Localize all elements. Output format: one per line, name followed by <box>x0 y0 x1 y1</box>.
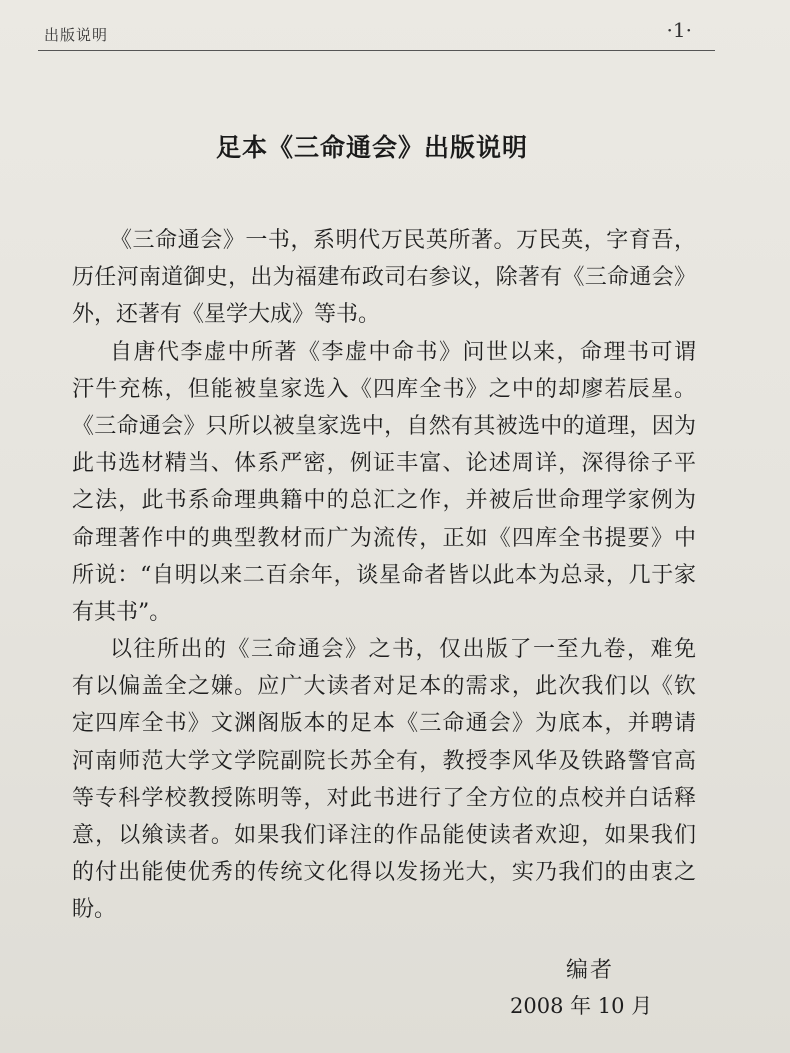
paragraph-2-line-3: 《三命通会》只所以被皇家选中，自然有其被选中的道理，因为 <box>72 413 696 439</box>
paragraph-3-line-8: 盼。 <box>72 897 117 923</box>
paragraph-3-line-7: 的付出能使优秀的传统文化得以发扬光大，实乃我们的由衷之 <box>72 860 696 886</box>
paragraph-1-line-2: 历任河南道御史，出为福建布政司右参议，除著有《三命通会》 <box>72 265 696 291</box>
page-title: 足本《三命通会》出版说明 <box>215 133 528 162</box>
paragraph-2-line-6: 命理著作中的典型教材而广为流传，正如《四库全书提要》中 <box>72 525 696 551</box>
paragraph-3-line-2: 有以偏盖全之嫌。应广大读者对足本的需求，此次我们以《钦 <box>72 674 696 700</box>
paragraph-2-line-1: 自唐代李虚中所著《李虚中命书》问世以来，命理书可谓 <box>110 339 696 365</box>
paragraph-3-line-5: 等专科学校教授陈明等，对此书进行了全方位的点校并白话释 <box>72 785 696 811</box>
paragraph-3-line-4: 河南师范大学文学院副院长苏全有，教授李风华及铁路警官高 <box>72 748 696 774</box>
paragraph-2-line-4: 此书选材精当、体系严密，例证丰富、论述周详，深得徐子平 <box>72 451 696 477</box>
paragraph-2-line-2: 汗牛充栋，但能被皇家选入《四库全书》之中的却廖若辰星。 <box>72 376 696 402</box>
paragraph-1-line-1: 《三命通会》一书，系明代万民英所著。万民英，字育吾， <box>110 228 696 253</box>
running-head: 出版说明 <box>44 26 109 44</box>
paragraph-1-line-3: 外，还著有《星学大成》等书。 <box>72 302 381 328</box>
paragraph-3-line-1: 以往所出的《三命通会》之书，仅出版了一至九卷，难免 <box>110 637 696 663</box>
paragraph-2-line-8: 有其书”。 <box>72 599 172 625</box>
paragraph-3-line-3: 定四库全书》文渊阁版本的足本《三命通会》为底本，并聘请 <box>72 711 696 737</box>
page-number: ·1· <box>666 18 692 42</box>
paragraph-2-line-7: 所说：“自明以来二百余年，谈星命者皆以此本为总录，几于家 <box>72 562 696 588</box>
body-text <box>72 222 696 929</box>
paragraph-2-line-5: 之法，此书系命理典籍中的总汇之作，并被后世命理学家例为 <box>72 488 696 514</box>
header-rule <box>38 50 715 51</box>
paragraph-3-line-6: 意，以飨读者。如果我们译注的作品能使读者欢迎，如果我们 <box>72 823 696 848</box>
publication-date: 2008 年 10 月 <box>510 994 653 1018</box>
editor-signature: 编者 <box>566 958 615 983</box>
